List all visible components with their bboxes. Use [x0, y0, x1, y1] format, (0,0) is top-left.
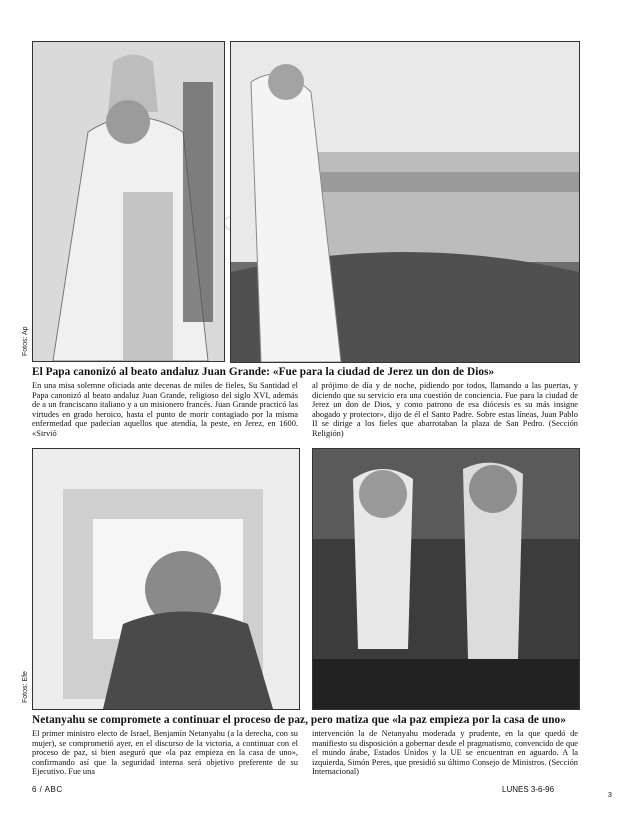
article-netanyahu-col2: intervención la de Netanyahu moderada y prudente, en la que quedó de manifiesto su disposición a gobernar desde el pragmatismo, convencido de que el mundo árabe, Estados Unidos y la UE se encuentran en aguardo. A la izquierda, Simón Peres, que presidió su último Consejo de Ministros. (Sección Internacional): [312, 729, 578, 777]
page-number: 6 / ABC: [32, 785, 63, 794]
headline-netanyahu: Netanyahu se compromete a continuar el proceso de paz, pero matiza que «la paz empieza por la casa de uno»: [32, 714, 566, 726]
photo-netanyahu-wife: [312, 448, 580, 710]
page-date: LUNES 3-6-96: [502, 785, 555, 794]
article-netanyahu-col1: El primer ministro electo de Israel, Benjamín Netanyahu (a la derecha, con su mujer), se comprometió ayer, en el discurso de la victoria, a continuar con el proceso de paz, si bien aseguró que «la paz empieza en la casa de uno», confirmando así que la seguridad interna será objetivo preferente de su Ejecutivo. Fue una: [32, 729, 298, 777]
article-pope-col1: En una misa solemne oficiada ante decenas de miles de fieles, Su Santidad el Papa canonizó al beato andaluz Juan Grande, religioso del siglo XVI, además de a un franciscano italiano y a un misionero francés. Juan Grande practicó las virtudes en grado heroico, hasta el punto de morir contagiado por la misma enfermedad que padecían aquellos que atendía, la peste, en Jerez, en 1600. «Sirvió: [32, 381, 298, 438]
photo-pope-portrait: [32, 41, 225, 362]
photo-credit: Fotos: Efe: [22, 671, 29, 703]
headline-pope: El Papa canonizó al beato andaluz Juan Grande: «Fue para la ciudad de Jerez un don de Dios»: [32, 366, 495, 378]
photo-st-peters-square: [230, 41, 580, 363]
photo-credit: Fotos: Ap: [22, 326, 29, 356]
article-pope-col2: al prójimo de día y de noche, pidiendo por todos, llamando a las puertas, y diciendo que su servicio era una cuestión de conciencia. Fue para la ciudad de Jerez un don de Dios, y como patrono de esa diócesis es su más insigne abogado y protector», dijo de él el Santo Padre. Sobre estas líneas, Juan Pablo II se dirige a los fieles que abarrotaban la plaza de San Pedro. (Sección Religión): [312, 381, 578, 438]
photo-simon-peres: [32, 448, 300, 710]
corner-mark: 3: [608, 792, 612, 799]
